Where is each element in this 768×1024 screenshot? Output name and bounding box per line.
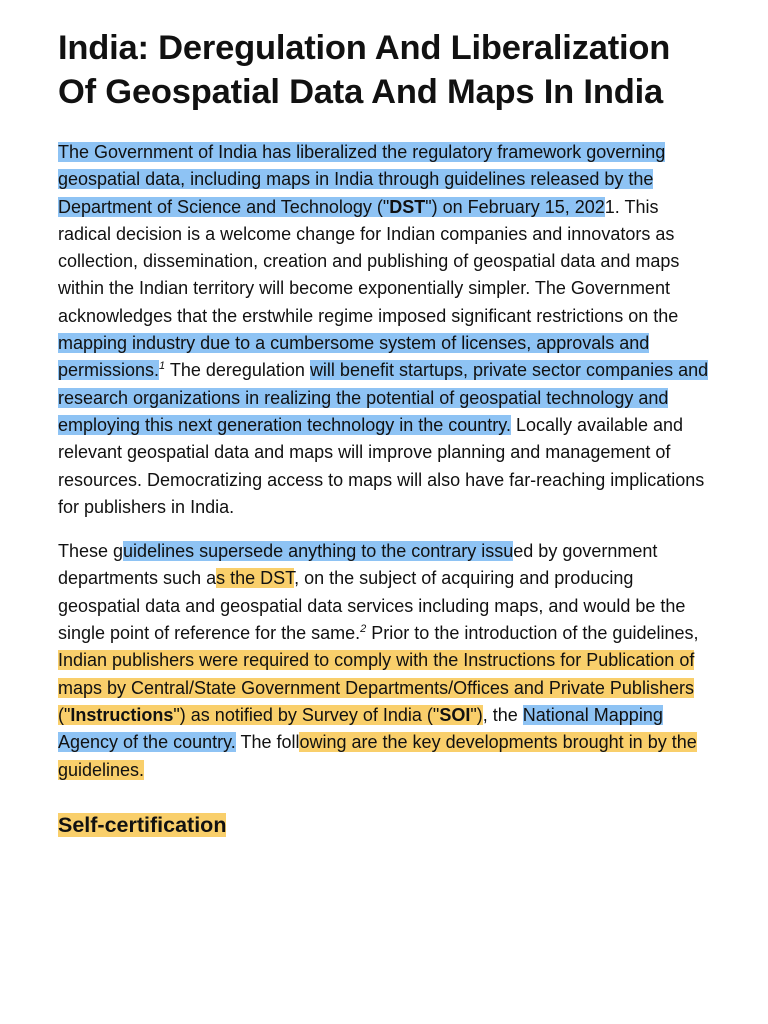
highlight-yellow[interactable]: owing are the key developments brought in by the guidelines.: [58, 732, 697, 780]
section-heading-text: Self-certification: [58, 812, 227, 837]
footnote-1[interactable]: 1: [159, 360, 166, 373]
highlight-yellow[interactable]: s the DST: [216, 568, 295, 589]
highlight-blue[interactable]: National Mapping Agency of the country.: [58, 704, 663, 753]
highlight-blue[interactable]: mapping industry due to a cumbersome system of licenses, approvals and permissions.: [58, 333, 650, 381]
paragraph-1: The Government of India has liberalized the regulatory framework governing geospatial data, including maps in India through guidelines released by the Department of Science and Technology ("DST") on February 15, 2021. This radical decision is a welcome change for Indian companies and innovators as collection, dissemination, creation and publishing of geospatial data and maps within the Indian territory will become exponentially simpler. The Government acknowledges that the erstwhile regime imposed significant restrictions on the mapping industry due to a cumbersome system of licenses, approvals and permissions.$^1$ The deregulation will benefit startups, private sector companies and research organizations in realizing the potential of geospatial technology and employing this next generation technology in the country. Locally available and relevant geospatial data and maps will improve planning and management of resources. Democratizing access to maps will also have far-reaching implications for publishers in India.: [58, 142, 709, 517]
paragraph-2: These guidelines supersede anything to the contrary issued by government departments such as the DST, on the subject of acquiring and producing geospatial data and geospatial data services including maps, and would be the single point of reference for the same.$^2$ Prior to the introduction of the guidelines, Indian publishers were required to comply with the Instructions for Publication of maps by Central/State Government Departments/Offices and Private Publishers ("Instructions") as notified by Survey of India ("SOI"), the National Mapping Agency of the country. The following are the key developments brought in by the guidelines.: [58, 541, 699, 780]
footnote-2[interactable]: 2: [360, 623, 367, 636]
section-heading: [58, 811, 710, 839]
highlight-yellow[interactable]: Indian publishers were required to comply with the Instructions for Publication of maps by Central/State Government Departments/Offices and Private Publishers ("Instructions") as notified by Survey of India ("SOI"): [58, 650, 695, 725]
article-title: India: Deregulation And Liberalization Of Geospatial Data And Maps In India: [58, 29, 671, 111]
highlight-blue[interactable]: The Government of India has liberalized the regulatory framework governing geospatial data, including maps in India through guidelines released by the Department of Science and Technology ("DST") on February 15, 202: [58, 142, 666, 217]
highlight-blue[interactable]: uidelines supersede anything to the contrary issu: [123, 541, 514, 562]
highlight-blue[interactable]: will benefit startups, private sector companies and research organizations in realizing the potential of geospatial technology and employing this next generation technology in the country.: [58, 360, 709, 435]
